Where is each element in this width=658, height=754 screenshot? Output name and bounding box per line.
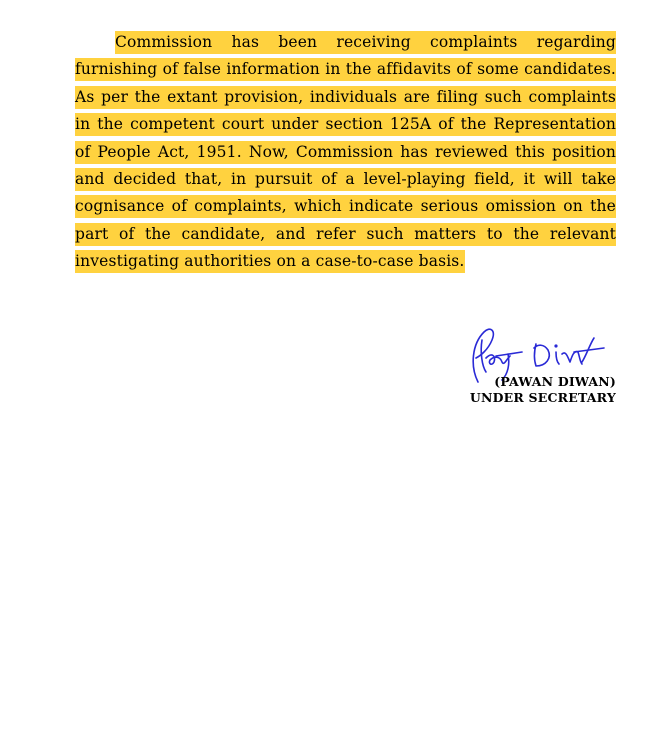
signatory-name: (PAWAN DIWAN) <box>494 374 616 389</box>
body-paragraph-container <box>75 29 616 276</box>
highlighted-text: Commission has been receiving complaints regarding furnishing of false information in the affidavits of some candidates. As per the extant provision, individuals are filing such complaints in the competent court under section 125A of the Representation of People Act, 1951. Now, Commission has reviewed this position and decided that, in pursuit of a level-playing field, it will take cognisance of complaints, which indicate serious omission on the part of the candidate, and refer such matters to the relevant investigating authorities on a case-to-case basis. <box>75 31 616 273</box>
signatory-designation: UNDER SECRETARY <box>469 390 616 405</box>
body-paragraph <box>75 29 616 276</box>
